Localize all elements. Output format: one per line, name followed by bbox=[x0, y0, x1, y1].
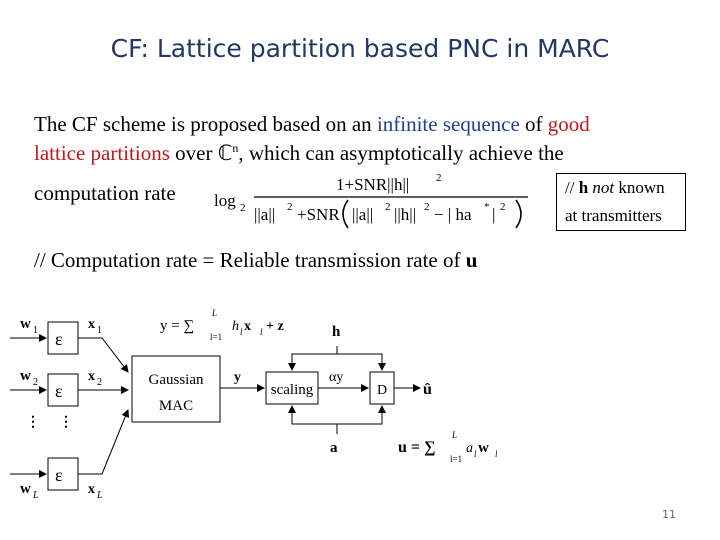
formula-numerator: 1+SNR||h|| bbox=[336, 175, 410, 194]
y-equation: y = ∑ bbox=[160, 318, 195, 334]
formula-den-d: ||h|| bbox=[394, 205, 417, 224]
formula-log: log bbox=[214, 191, 236, 210]
channel-label-bottom: MAC bbox=[158, 398, 194, 414]
label-w1: w bbox=[20, 316, 31, 332]
label-h: h bbox=[332, 324, 341, 340]
u-equation: u = ∑ bbox=[398, 439, 436, 456]
label-wL: w bbox=[20, 481, 31, 497]
label-alpha-y: αy bbox=[329, 370, 344, 385]
formula-numerator-exp: 2 bbox=[436, 172, 442, 184]
arrow-a-to-scaling bbox=[292, 406, 337, 434]
label-a: a bbox=[330, 440, 338, 456]
label-w1-sub: 1 bbox=[33, 325, 38, 336]
label-w2: w bbox=[20, 368, 31, 384]
u-equation-w-sub: l bbox=[495, 449, 498, 459]
note-h: h bbox=[578, 178, 589, 197]
y-equation-h: h bbox=[232, 319, 239, 334]
body-text: // Computation rate = Reliable transmission rate of bbox=[34, 248, 466, 272]
y-equation-x-sub: l bbox=[260, 327, 263, 337]
formula-den-f: | bbox=[492, 205, 496, 224]
highlight-lattice-partitions: lattice partitions bbox=[34, 141, 170, 165]
page-number: 11 bbox=[662, 508, 676, 521]
system-diagram bbox=[0, 300, 720, 510]
body-line-1 bbox=[34, 112, 590, 137]
label-x2: x bbox=[88, 369, 95, 384]
computation-rate-formula bbox=[210, 170, 550, 232]
body-line-2 bbox=[34, 141, 564, 166]
body-text: of bbox=[519, 112, 548, 136]
note-prefix: // bbox=[565, 178, 579, 197]
u-equation-a: a bbox=[466, 441, 473, 456]
label-wL-sub: L bbox=[33, 490, 39, 501]
label-u-hat: û bbox=[423, 381, 432, 398]
slide-title: CF: Lattice partition based PNC in MARC bbox=[110, 34, 610, 63]
u-equation-lower: l=1 bbox=[450, 454, 463, 464]
note-line-2: at transmitters bbox=[565, 206, 662, 225]
formula-den-c: ||a|| bbox=[352, 205, 374, 224]
body-line-4 bbox=[34, 248, 477, 273]
u-equation-a-sub: l bbox=[474, 449, 477, 459]
arrow-h-to-decoder bbox=[337, 354, 382, 370]
y-equation-z: + z bbox=[266, 319, 284, 334]
encoder-box-2 bbox=[48, 374, 78, 406]
encoder-label-2: ε bbox=[55, 381, 63, 401]
body-text: over ℂ bbox=[169, 141, 233, 165]
label-y: y bbox=[234, 370, 241, 385]
formula-den-a: ||a|| bbox=[254, 205, 276, 224]
y-equation-upper: L bbox=[212, 308, 218, 318]
formula-den-exp-3: 2 bbox=[424, 201, 430, 213]
formula-den-snr: +SNR bbox=[297, 205, 340, 224]
note-known: known bbox=[614, 178, 665, 197]
label-x1-sub: 1 bbox=[97, 325, 102, 336]
formula-den-e: − | ha bbox=[434, 205, 472, 224]
decoder-label: D bbox=[376, 383, 388, 398]
formula-den-exp-4: 2 bbox=[500, 201, 506, 213]
paren-right bbox=[516, 200, 521, 228]
u-equation-upper: L bbox=[452, 430, 458, 440]
label-x1: x bbox=[88, 317, 95, 332]
formula-log-base: 2 bbox=[240, 202, 246, 214]
y-equation-h-sub: l bbox=[240, 327, 243, 337]
arrow-a-to-decoder bbox=[337, 406, 382, 424]
body-text: The CF scheme is proposed based on an bbox=[34, 112, 377, 136]
link-x1 bbox=[78, 338, 128, 372]
label-xL-sub: L bbox=[97, 490, 103, 501]
channel-label-top: Gaussian bbox=[148, 372, 204, 388]
link-xL bbox=[78, 410, 128, 474]
encoder-label-L: ε bbox=[55, 465, 63, 485]
y-equation-lower: l=1 bbox=[210, 332, 223, 342]
body-line-3: computation rate bbox=[34, 181, 176, 205]
ellipsis-encoders: ⋮ bbox=[59, 415, 73, 430]
y-equation-x: x bbox=[244, 319, 251, 334]
u-equation-w: w bbox=[478, 440, 489, 456]
note-not: not bbox=[588, 178, 615, 197]
formula-den-exp-1: 2 bbox=[287, 201, 293, 213]
encoder-label-1: ε bbox=[55, 329, 63, 349]
superscript-n: n bbox=[232, 141, 239, 155]
label-x2-sub: 2 bbox=[97, 377, 102, 388]
note-line-1 bbox=[565, 174, 685, 202]
highlight-good: good bbox=[547, 112, 590, 136]
ellipsis-inputs: ⋮ bbox=[26, 415, 40, 430]
encoder-box-1 bbox=[48, 322, 78, 354]
encoder-box-L bbox=[48, 458, 78, 490]
paren-left bbox=[343, 200, 348, 228]
highlight-infinite-sequence: infinite sequence bbox=[376, 112, 520, 136]
label-w2-sub: 2 bbox=[33, 377, 38, 388]
body-text: , which can asymptotically achieve the bbox=[238, 141, 564, 165]
note-box bbox=[556, 173, 686, 231]
arrow-h-to-scaling bbox=[292, 346, 337, 370]
bold-u: u bbox=[465, 248, 478, 272]
formula-den-star: * bbox=[484, 201, 490, 213]
label-xL: x bbox=[88, 482, 95, 497]
scaling-label: scaling bbox=[270, 382, 314, 398]
formula-den-exp-2: 2 bbox=[385, 201, 391, 213]
